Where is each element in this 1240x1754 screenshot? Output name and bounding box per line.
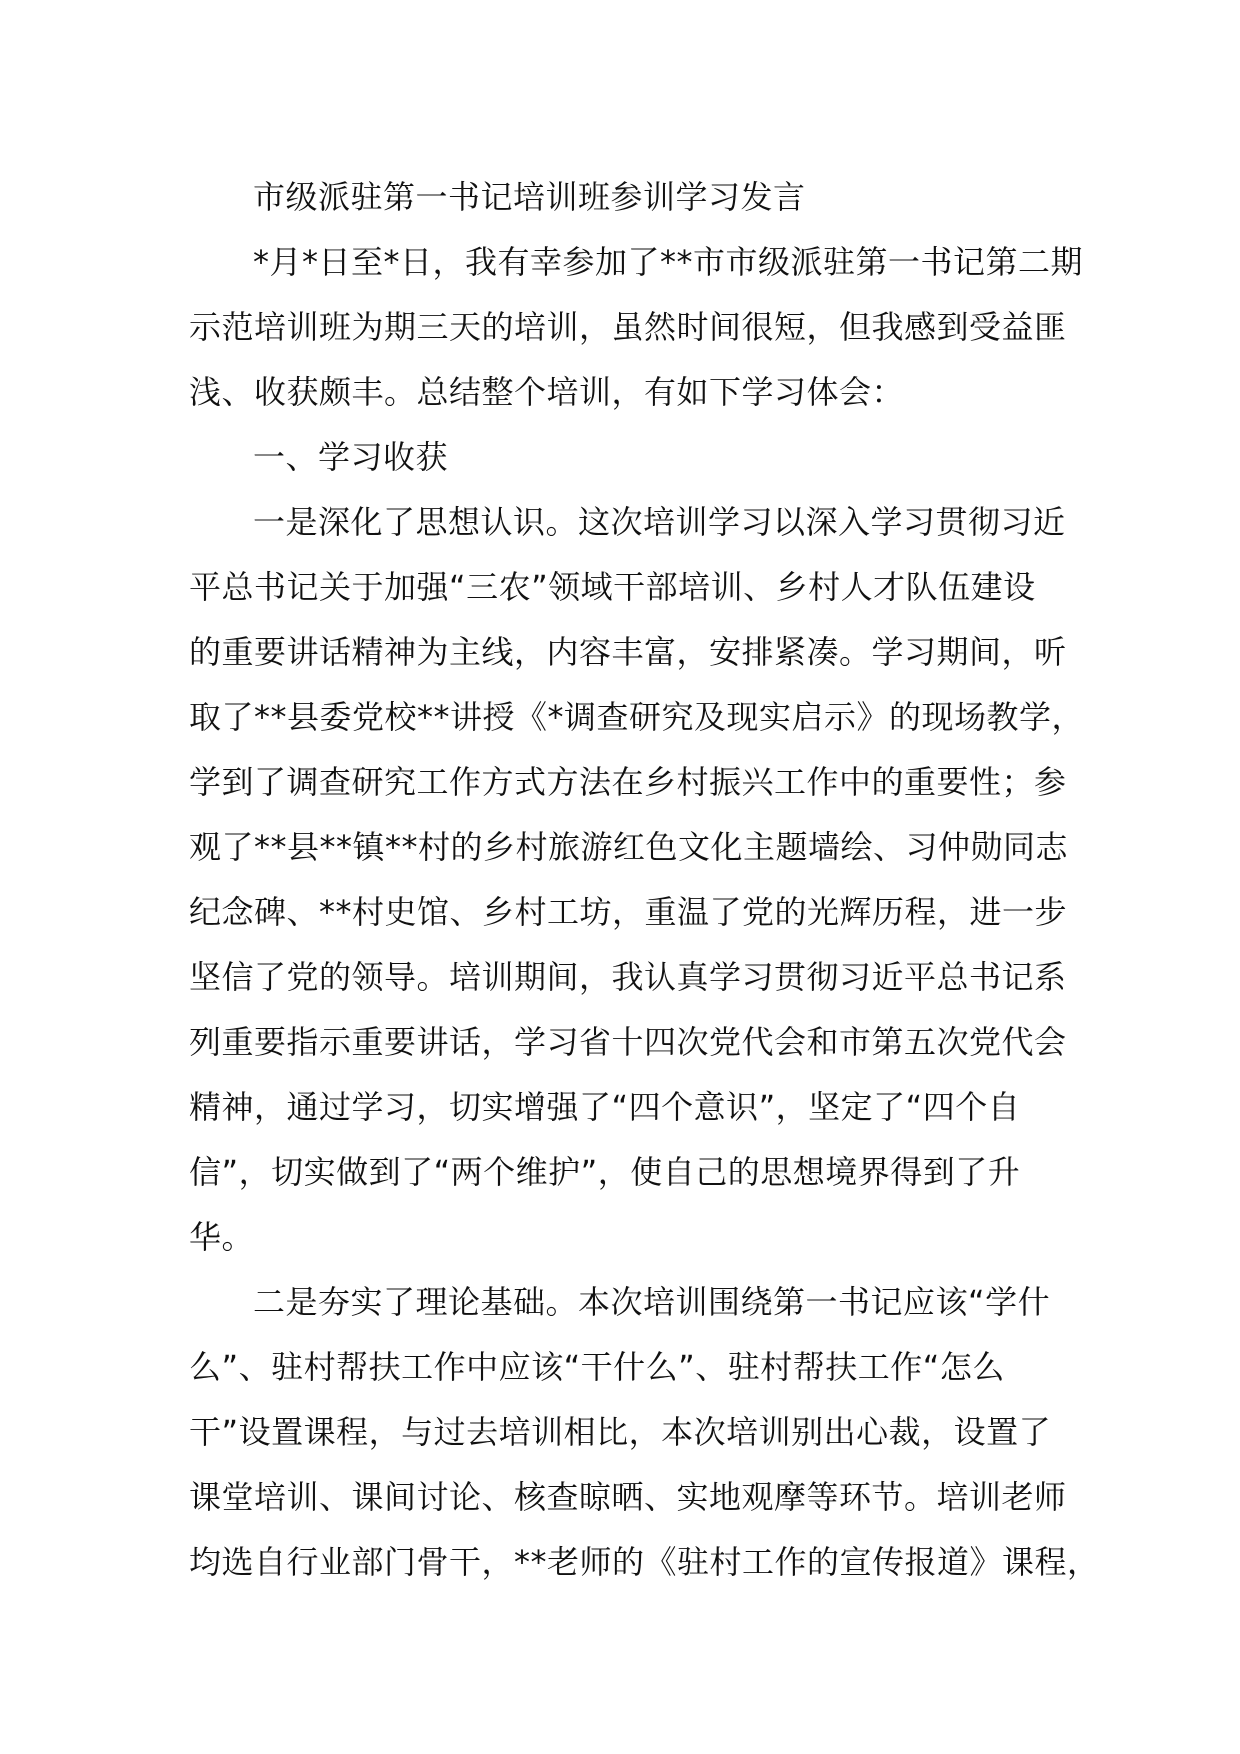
paragraph-1-line-1: *月*日至*日，我有幸参加了**市市级派驻第一书记第二期 — [253, 243, 1084, 281]
paragraph-2-line-3: 的重要讲话精神为主线，内容丰富，安排紧凑。学习期间，听 — [189, 633, 1067, 671]
paragraph-2-line-7: 纪念碑、**村史馆、乡村工坊，重温了党的光辉历程，进一步 — [189, 893, 1068, 931]
paragraph-2-line-2: 平总书记关于加强“三农”领域干部培训、乡村人才队伍建设 — [189, 568, 1036, 606]
document-body — [189, 165, 1100, 1595]
paragraph-2-line-8: 坚信了党的领导。培训期间，我认真学习贯彻习近平总书记系 — [189, 958, 1067, 996]
paragraph-2-line-6: 观了**县**镇**村的乡村旅游红色文化主题墙绘、习仲勋同志 — [189, 828, 1069, 866]
paragraph-2-line-5: 学到了调查研究工作方式方法在乡村振兴工作中的重要性；参 — [189, 763, 1067, 801]
paragraph-2-line-9: 列重要指示重要讲话，学习省十四次党代会和市第五次党代会 — [189, 1023, 1067, 1061]
paragraph-3-line-5: 均选自行业部门骨干，**老师的《驻村工作的宣传报道》课程， — [189, 1543, 1100, 1581]
paragraph-2-line-4: 取了**县委党校**讲授《*调查研究及现实启示》的现场教学， — [189, 698, 1085, 736]
section-heading-1: 一、学习收获 — [253, 438, 449, 476]
paragraph-2-line-1: 一是深化了思想认识。这次培训学习以深入学习贯彻习近 — [253, 503, 1066, 541]
paragraph-2-line-12: 华。 — [189, 1218, 255, 1256]
paragraph-2-line-11: 信”，切实做到了“两个维护”，使自己的思想境界得到了升 — [189, 1153, 1021, 1191]
paragraph-3-line-3: 干”设置课程，与过去培训相比，本次培训别出心裁，设置了 — [189, 1413, 1052, 1451]
document-title: 市级派驻第一书记培训班参训学习发言 — [253, 178, 806, 216]
paragraph-1-line-3: 浅、收获颇丰。总结整个培训，有如下学习体会： — [189, 373, 905, 411]
paragraph-3-line-1: 二是夯实了理论基础。本次培训围绕第一书记应该“学什 — [253, 1283, 1051, 1321]
paragraph-1-line-2: 示范培训班为期三天的培训，虽然时间很短，但我感到受益匪 — [189, 308, 1067, 346]
paragraph-3-line-2: 么”、驻村帮扶工作中应该“干什么”、驻村帮扶工作“怎么 — [189, 1348, 1005, 1386]
paragraph-3-line-4: 课堂培训、课间讨论、核查晾晒、实地观摩等环节。培训老师 — [189, 1478, 1067, 1516]
paragraph-2-line-10: 精神，通过学习，切实增强了“四个意识”，坚定了“四个自 — [189, 1088, 1021, 1126]
